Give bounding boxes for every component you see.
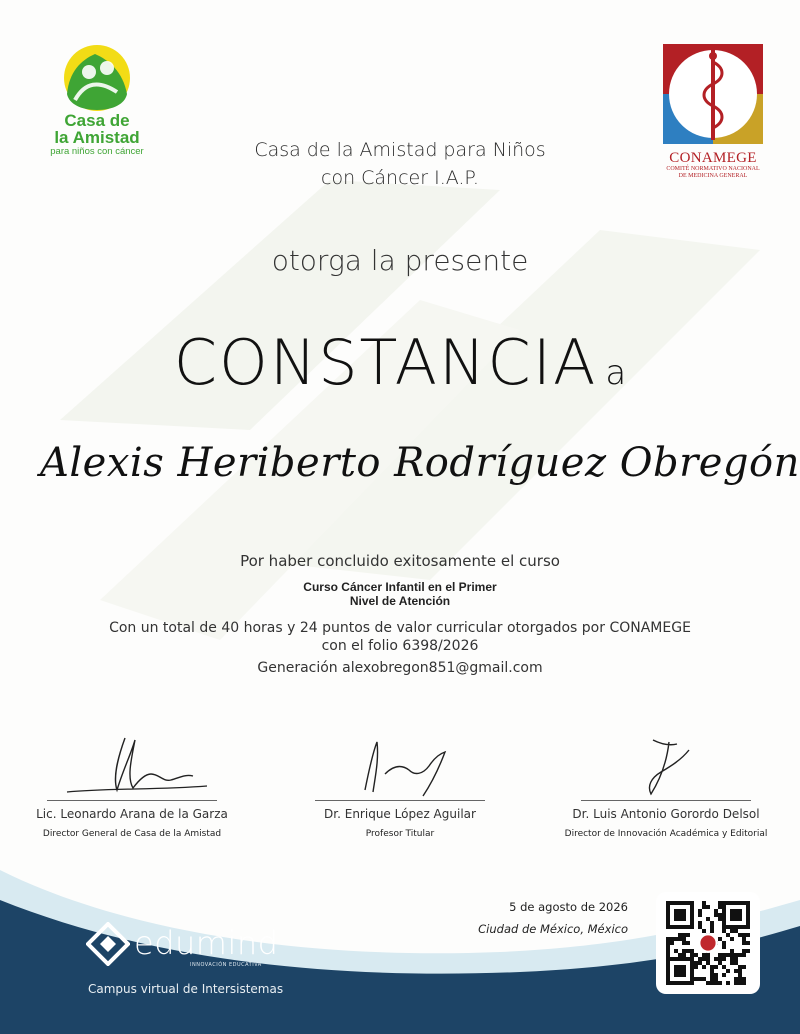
signature-line xyxy=(581,800,751,801)
logo-name-line1: Casa de xyxy=(64,111,130,130)
generation-text: Generación alexobregon851@gmail.com xyxy=(257,660,543,676)
children-hug-icon xyxy=(55,42,139,112)
signature-block-2 xyxy=(280,730,520,850)
signatory-role: Director de Innovación Académica y Editorial xyxy=(564,829,768,839)
course-name xyxy=(250,580,550,608)
title-suffix: a xyxy=(605,353,627,393)
signatory-role: Profesor Titular xyxy=(365,829,435,839)
edumind-tagline: INNOVACIÓN EDUCATIVA xyxy=(190,962,262,968)
logo-tagline: para niños con cáncer xyxy=(50,146,144,157)
signatory-name: Dr. Enrique López Aguilar xyxy=(324,807,476,821)
certificate-title xyxy=(60,326,740,399)
edumind-diamond-icon xyxy=(86,922,130,966)
institution-line2: con Cáncer I.A.P. xyxy=(321,167,479,189)
casa-amistad-logo xyxy=(38,42,156,187)
grants-text: otorga la presente xyxy=(271,244,529,277)
campus-text: Campus virtual de Intersistemas xyxy=(88,982,284,996)
institution-name xyxy=(200,136,600,192)
caduceus-icon xyxy=(663,44,763,144)
handwritten-signature-3 xyxy=(581,730,751,800)
institution-line1: Casa de la Amistad para Niños xyxy=(254,139,546,161)
conamege-subtitle-line2: DE MEDICINA GENERAL xyxy=(678,173,748,179)
logo-name-line2: la Amistad xyxy=(54,128,140,147)
conamege-logo xyxy=(662,44,764,184)
signature-block-1 xyxy=(12,730,252,850)
course-line2: Nivel de Atención xyxy=(349,594,451,608)
signature-block-3 xyxy=(546,730,786,850)
conamege-subtitle-line1: COMITÉ NORMATIVO NACIONAL xyxy=(666,166,760,172)
reason-text: Por haber concluido exitosamente el curso xyxy=(240,552,560,570)
signature-line xyxy=(47,800,217,801)
folio-text: con el folio 6398/2026 xyxy=(321,638,479,654)
signatory-name: Lic. Leonardo Arana de la Garza xyxy=(36,807,228,821)
edumind-brand: edumind xyxy=(134,924,279,962)
title-word: CONSTANCIA xyxy=(173,326,598,399)
issue-date: 5 de agosto de 2026 xyxy=(509,900,628,914)
recipient-name: Alexis Heriberto Rodríguez Obregón xyxy=(40,440,800,486)
conamege-brand: CONAMEGE xyxy=(669,150,757,166)
qr-code[interactable] xyxy=(656,892,760,994)
issue-city: Ciudad de México, México xyxy=(478,922,628,936)
signatory-name: Dr. Luis Antonio Gorordo Delsol xyxy=(572,807,760,821)
signature-line xyxy=(315,800,485,801)
handwritten-signature-1 xyxy=(47,730,217,800)
edumind-logo xyxy=(86,922,296,972)
hours-text: Con un total de 40 horas y 24 puntos de valor curricular otorgados por CONAMEGE xyxy=(109,620,691,636)
handwritten-signature-2 xyxy=(315,730,485,800)
signatory-role: Director General de Casa de la Amistad xyxy=(42,829,222,839)
course-line1: Curso Cáncer Infantil en el Primer xyxy=(303,580,497,594)
qr-code-icon xyxy=(666,901,750,985)
